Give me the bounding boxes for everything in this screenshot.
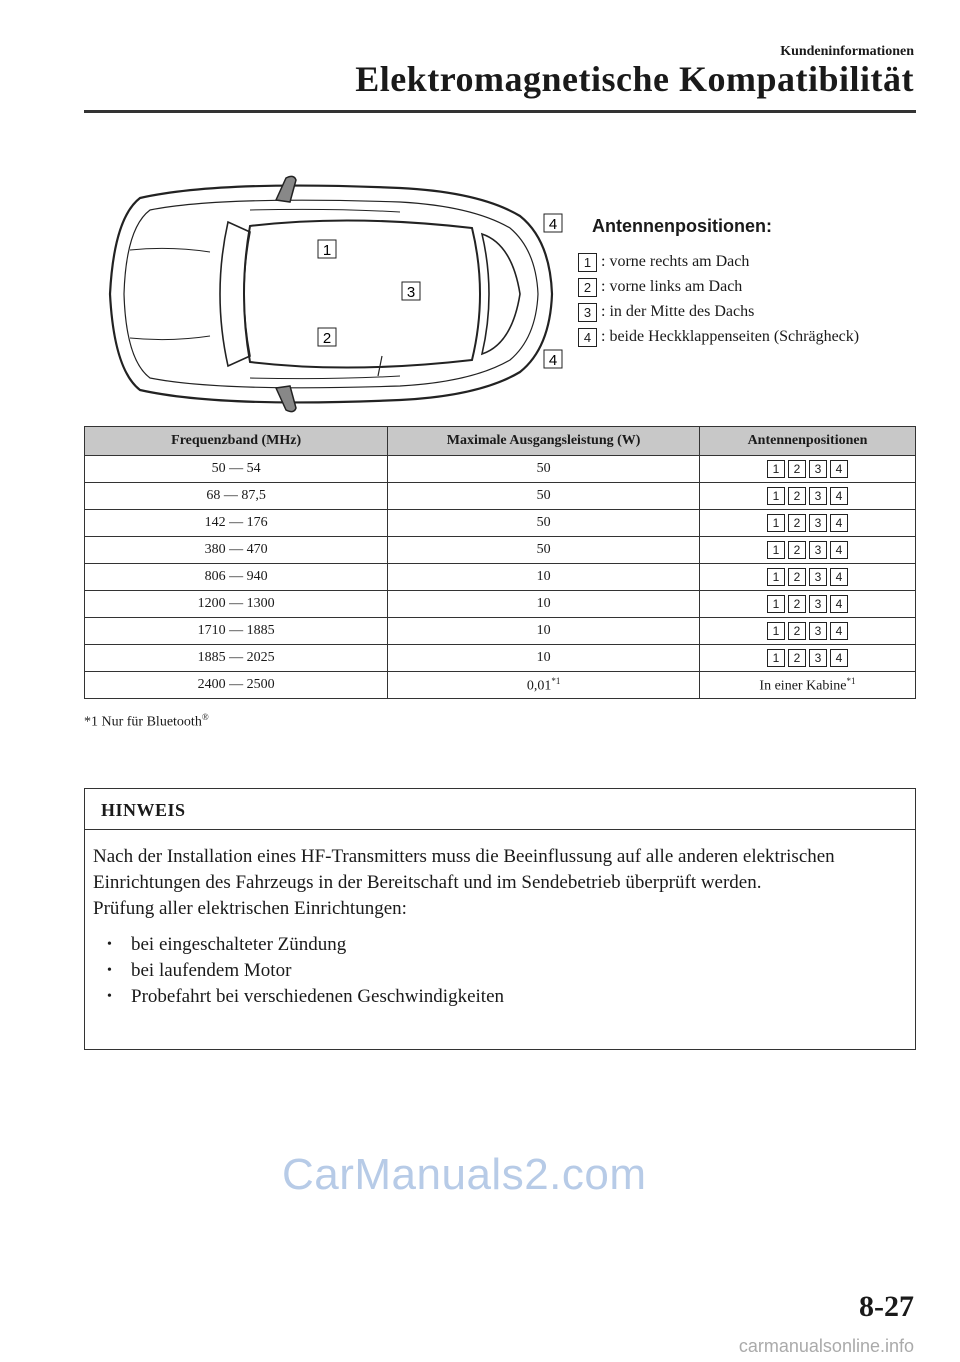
- frequency-table: [84, 426, 916, 699]
- position-mark: 1: [767, 622, 785, 640]
- registered-mark: ®: [201, 712, 209, 722]
- header-rule: [84, 110, 916, 113]
- legend-badge: 4: [578, 328, 597, 347]
- list-item: • bei eingeschalteter Zündung: [107, 932, 907, 958]
- cell-band: 2400 — 2500: [85, 672, 388, 699]
- cell-positions: [699, 618, 915, 645]
- header-band: Frequenzband (MHz): [85, 427, 388, 456]
- cell-power: [388, 564, 700, 591]
- position-mark: 1: [767, 595, 785, 613]
- cell-power: [388, 645, 700, 672]
- cell-power: [388, 537, 700, 564]
- footnote: [84, 712, 209, 731]
- note-bullet-list: [93, 932, 907, 1010]
- cell-power: [388, 591, 700, 618]
- note-subheading: Prüfung aller elektrischen Einrichtungen:: [93, 898, 407, 919]
- position-mark: 1: [767, 460, 785, 478]
- position-mark: 2: [788, 460, 806, 478]
- legend-text: : vorne rechts am Dach: [601, 253, 750, 270]
- cell-band: 142 — 176: [85, 510, 388, 537]
- table-row: [85, 537, 916, 564]
- footnote-ref: *1: [846, 675, 856, 686]
- position-mark: 1: [767, 568, 785, 586]
- cell-positions: [699, 456, 915, 483]
- table-row: [85, 564, 916, 591]
- footnote-ref: *1: [551, 675, 561, 686]
- power-value: 50: [536, 515, 551, 530]
- position-marks: [767, 595, 848, 613]
- legend-title: Antennenpositionen:: [592, 216, 772, 236]
- legend-text: : in der Mitte des Dachs: [601, 303, 755, 320]
- note-body: [85, 830, 915, 1010]
- position-text: In einer Kabine: [759, 678, 847, 694]
- note-heading: HINWEIS: [85, 789, 915, 830]
- position-mark: 1: [767, 649, 785, 667]
- position-mark: 2: [788, 595, 806, 613]
- marker-2: 2: [322, 330, 332, 347]
- cell-power: [388, 510, 700, 537]
- legend-badge: 3: [578, 303, 597, 322]
- header-power: Maximale Ausgangsleistung (W): [388, 427, 700, 456]
- car-antenna-diagram: [100, 170, 580, 418]
- power-value: 10: [536, 569, 551, 584]
- table-row: [85, 456, 916, 483]
- cell-positions: [699, 591, 915, 618]
- position-mark: 4: [830, 460, 848, 478]
- cell-band: 1200 — 1300: [85, 591, 388, 618]
- power-value: 10: [536, 596, 551, 611]
- cell-band: 1885 — 2025: [85, 645, 388, 672]
- legend-text: : beide Heckklappenseiten (Schrägheck): [601, 328, 860, 345]
- position-mark: 2: [788, 541, 806, 559]
- position-mark: 1: [767, 514, 785, 532]
- position-mark: 4: [830, 514, 848, 532]
- position-mark: 2: [788, 622, 806, 640]
- table-body: [85, 456, 916, 699]
- position-mark: 3: [809, 595, 827, 613]
- cell-power: [388, 456, 700, 483]
- cell-power: [388, 618, 700, 645]
- position-mark: 3: [809, 649, 827, 667]
- cell-power: [388, 672, 700, 699]
- position-marks: [767, 649, 848, 667]
- site-watermark: carmanualsonline.info: [738, 1336, 914, 1356]
- cell-positions: [699, 510, 915, 537]
- table-row: [85, 483, 916, 510]
- position-mark: 4: [830, 622, 848, 640]
- position-mark: 3: [809, 460, 827, 478]
- table-header-row: [85, 427, 916, 456]
- section-title: Kundeninformationen: [780, 44, 914, 59]
- position-marks: [767, 622, 848, 640]
- position-mark: 3: [809, 514, 827, 532]
- footnote-text: *1 Nur für Bluetooth: [84, 714, 202, 730]
- note-paragraph: Nach der Installation eines HF-Transmitters muss die Beeinflussung auf alle anderen elektrischen Einrichtungen des Fahrzeugs in der Bereitschaft und im Sendebetrieb überprüft werden.: [93, 846, 835, 893]
- header-positions: Antennenpositionen: [699, 427, 915, 456]
- table-row: [85, 618, 916, 645]
- position-mark: 3: [809, 487, 827, 505]
- legend-badge: 2: [578, 278, 597, 297]
- power-value: 0,01: [526, 678, 552, 694]
- cell-positions: [699, 672, 915, 699]
- position-mark: 2: [788, 649, 806, 667]
- page-number: 8-27: [859, 1290, 914, 1323]
- position-marks: [767, 541, 848, 559]
- cell-band: 68 — 87,5: [85, 483, 388, 510]
- marker-1: 1: [322, 242, 332, 259]
- power-value: 50: [536, 488, 551, 503]
- marker-4-top: 4: [548, 216, 558, 233]
- list-item: • bei laufendem Motor: [107, 958, 907, 984]
- legend-badge: 1: [578, 253, 597, 272]
- legend-item: [578, 251, 918, 273]
- note-box: [84, 788, 916, 1050]
- cell-band: 806 — 940: [85, 564, 388, 591]
- table-row: [85, 510, 916, 537]
- power-value: 50: [536, 542, 551, 557]
- legend-item: [578, 326, 918, 348]
- list-item: • Probefahrt bei verschiedenen Geschwindigkeiten: [107, 984, 907, 1010]
- position-mark: 1: [767, 487, 785, 505]
- cell-band: 1710 — 1885: [85, 618, 388, 645]
- position-mark: 3: [809, 568, 827, 586]
- position-marks: [767, 460, 848, 478]
- table-row: [85, 645, 916, 672]
- marker-3: 3: [406, 284, 416, 301]
- power-value: 10: [536, 650, 551, 665]
- power-value: 10: [536, 623, 551, 638]
- antenna-legend: [578, 216, 918, 351]
- position-mark: 1: [767, 541, 785, 559]
- cell-positions: [699, 564, 915, 591]
- position-mark: 2: [788, 514, 806, 532]
- cell-band: 50 — 54: [85, 456, 388, 483]
- position-marks: [767, 514, 848, 532]
- position-mark: 4: [830, 487, 848, 505]
- position-mark: 4: [830, 595, 848, 613]
- position-mark: 2: [788, 487, 806, 505]
- cell-power: [388, 483, 700, 510]
- marker-4-bottom: 4: [548, 352, 558, 369]
- legend-item: [578, 276, 918, 298]
- position-mark: 4: [830, 568, 848, 586]
- position-mark: 3: [809, 541, 827, 559]
- cell-positions: [699, 645, 915, 672]
- legend-item: [578, 301, 918, 323]
- cell-positions: [699, 537, 915, 564]
- cell-band: 380 — 470: [85, 537, 388, 564]
- position-marks: [767, 487, 848, 505]
- position-mark: 4: [830, 541, 848, 559]
- cell-positions: [699, 483, 915, 510]
- page-title: Elektromagnetische Kompatibilität: [355, 59, 914, 99]
- table-row: [85, 591, 916, 618]
- table-row: [85, 672, 916, 699]
- position-mark: 3: [809, 622, 827, 640]
- watermark: CarManuals2.com: [282, 1150, 647, 1199]
- legend-text: : vorne links am Dach: [601, 278, 743, 295]
- position-mark: 4: [830, 649, 848, 667]
- power-value: 50: [536, 461, 551, 476]
- position-mark: 2: [788, 568, 806, 586]
- position-marks: [767, 568, 848, 586]
